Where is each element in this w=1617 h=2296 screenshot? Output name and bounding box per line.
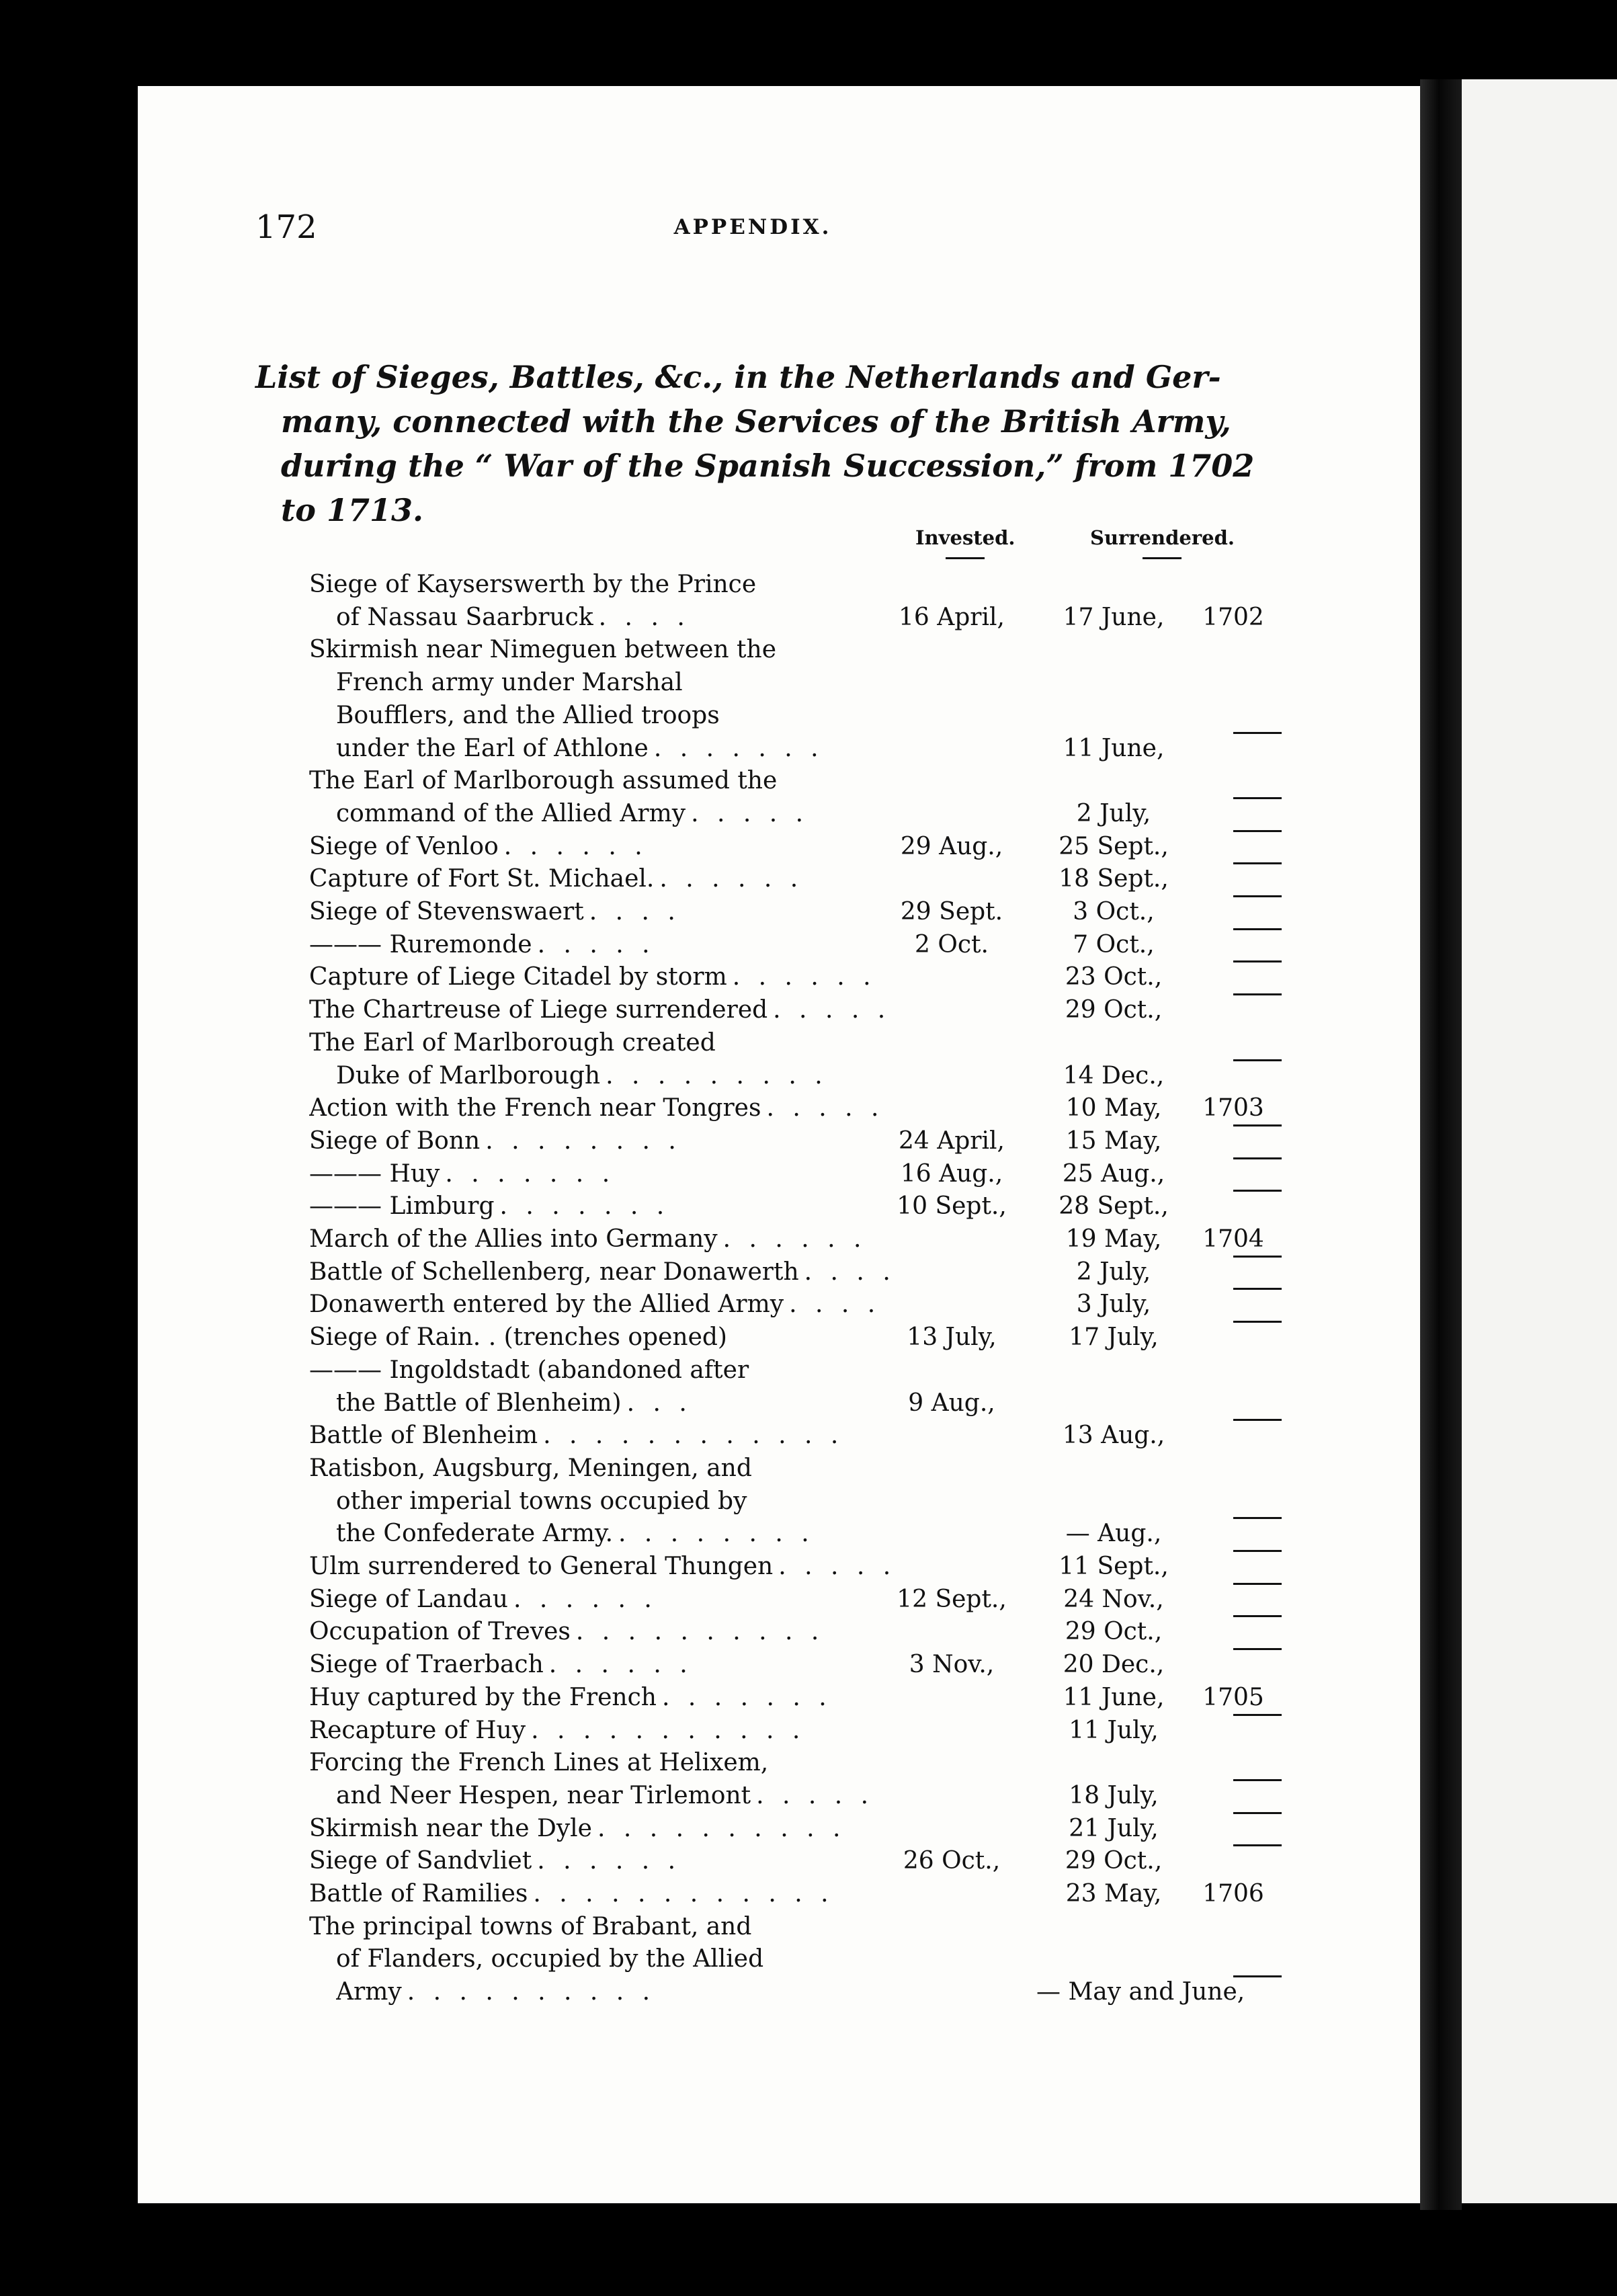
entry-cell [309,1812,901,1845]
entry-text: Ratisbon, Augsburg, Meningen, and [309,1454,752,1482]
adjacent-page-edge [1462,79,1617,2203]
table-row [0,1026,1282,1059]
invested-cell: 10 Sept., [897,1192,1007,1220]
title-line: List of Sieges, Battles, &c., in the Netherlands and Ger- [255,359,1221,395]
entry-cell [309,1092,901,1124]
entry-text: Boufflers, and the Allied troops [336,702,720,729]
table-row [0,1517,1282,1550]
leader-dots: . . . . . . [503,833,648,860]
ditto-dash-text [1193,1124,1217,1157]
entry-text: Capture of Fort St. Michael. [309,865,655,893]
table-row [0,568,1282,601]
leader-dots: . . . . . . [732,963,876,991]
table-row [0,895,1282,928]
entry-cell [309,1877,901,1910]
entry-cell [336,1485,901,1518]
entry-cell [309,1354,901,1387]
ditto-dash [1233,993,1282,995]
leader-dots: . . . . . [691,800,809,827]
ditto-dash-text [1193,1256,1217,1288]
year-cell: 1703 [1202,1094,1264,1122]
entry-text: Siege of Stevenswaert [309,898,584,926]
ditto-dash-text [1193,797,1217,830]
invested-cell: 29 Sept. [900,898,1003,926]
entry-text: other imperial towns occupied by [336,1487,747,1515]
ditto-dash-text [1193,1779,1217,1812]
entry-text: Recapture of Huy [309,1717,526,1744]
ditto-dash [1233,895,1282,897]
entry-text: Donawerth entered by the Allied Army [309,1290,784,1318]
entry-text: Siege of Rain. . (trenches opened) [309,1323,727,1351]
title-line: many, connected with the Services of the British Army, [281,403,1231,440]
ditto-dash-text [1193,1615,1217,1648]
surrendered-cell: 29 Oct., [1065,996,1163,1024]
ditto-dash [1233,830,1282,832]
entry-text: March of the Allies into Germany [309,1225,718,1253]
surrendered-cell: 29 Oct., [1065,1847,1163,1875]
invested-cell: 16 Aug., [900,1160,1003,1188]
ditto-dash-text [1193,732,1217,765]
book-binding-shadow [1420,79,1462,2210]
entry-cell [309,1452,901,1485]
ditto-dash-text [1193,1288,1217,1321]
surrendered-cell: 13 Aug., [1062,1422,1165,1449]
entry-cell [309,1910,901,1943]
ditto-dash [1233,1583,1282,1585]
table-row [0,1485,1282,1518]
table-row [0,1714,1282,1747]
leader-dots: . . . . . [756,1782,874,1809]
table-row [0,1877,1282,1910]
leader-dots: . . . . . . . . . . . [531,1717,806,1744]
year-cell: 1704 [1202,1225,1264,1253]
table-row [0,633,1282,666]
invested-cell: 26 Oct., [903,1847,1001,1875]
entry-cell [309,993,901,1026]
leader-dots: . . . . . [778,1553,897,1580]
table-row [0,1354,1282,1387]
invested-cell: 16 April, [899,604,1005,631]
surrendered-column-header [1090,526,1235,549]
leader-dots: . . . . . [537,931,655,958]
ditto-dash-text [1193,862,1217,895]
ditto-dash-text [1193,1844,1217,1877]
entry-text: The Chartreuse of Liege surrendered [309,996,768,1024]
ditto-dash-text [1193,830,1217,863]
leader-dots: . . . . . . . . [485,1127,681,1155]
entry-text: Skirmish near the Dyle [309,1815,592,1842]
entry-cell [336,1387,901,1420]
table-row [0,928,1282,961]
ditto-dash-text [1193,1321,1217,1354]
ditto-dash-text [1193,1583,1217,1616]
ditto-dash-text [1193,1648,1217,1681]
ditto-dash [1233,1714,1282,1716]
ditto-dash [1233,797,1282,799]
invested-column-header [915,526,1015,549]
surrendered-cell: 3 Oct., [1073,898,1155,926]
leader-dots: . . . [626,1389,692,1417]
leader-dots: . . . . . . . [445,1160,616,1188]
entry-cell [309,568,901,601]
entry-cell [309,1844,901,1877]
ditto-dash-text [1193,1714,1217,1747]
year-cell: 1705 [1202,1684,1264,1711]
invested-cell: 29 Aug., [900,833,1003,860]
table-row [0,666,1282,699]
ditto-dash [1233,1812,1282,1814]
leader-dots: . . . . . . . [653,735,824,762]
surrendered-cell: 11 July, [1069,1717,1159,1744]
leader-dots: . . . . . . . . . [606,1062,828,1090]
invested-rule [946,557,985,559]
entry-text: of Flanders, occupied by the Allied [336,1945,764,1973]
ditto-dash [1233,1288,1282,1290]
leader-dots: . . . . . . [722,1225,867,1253]
table-row [0,1681,1282,1714]
surrendered-cell: 10 May, [1065,1094,1162,1122]
entry-text: The Earl of Marlborough assumed the [309,767,778,794]
entry-text: Siege of Sandvliet [309,1847,532,1875]
surrendered-cell: 11 Sept., [1059,1553,1169,1580]
table-row [0,1910,1282,1943]
entry-cell [309,1648,901,1681]
entry-text: the Battle of Blenheim) [336,1389,622,1417]
ditto-dash [1233,1648,1282,1650]
table-row [0,1550,1282,1583]
entry-text: ——— Limburg [309,1192,495,1220]
entry-cell [309,1288,901,1321]
ditto-dash [1233,1419,1282,1421]
entry-text: Siege of Bonn [309,1127,481,1155]
running-head: APPENDIX. [673,215,832,239]
ditto-dash-text [1193,1190,1217,1223]
surrendered-cell: 29 Oct., [1065,1618,1163,1645]
entry-cell [309,1190,901,1223]
ditto-dash [1233,928,1282,930]
surrendered-rule [1143,557,1181,559]
ditto-dash [1233,1517,1282,1519]
table-row [0,1975,1282,2008]
entry-text: Forcing the French Lines at Helixem, [309,1749,769,1776]
entry-cell [336,797,901,830]
table-row [0,764,1282,797]
ditto-dash [1233,1256,1282,1258]
entry-text: The Earl of Marlborough created [309,1029,716,1057]
invested-cell: 24 April, [899,1127,1005,1155]
invested-cell: 9 Aug., [908,1389,995,1417]
entry-text: Siege of Landau [309,1586,508,1613]
ditto-dash-text [1193,1812,1217,1845]
ditto-dash-text [1193,1059,1217,1092]
entry-text: The principal towns of Brabant, and [309,1913,752,1940]
entry-text: of Nassau Saarbruck [336,604,593,631]
ditto-dash [1233,732,1282,734]
table-row [0,601,1282,634]
entry-cell [309,1124,901,1157]
ditto-dash-text [1193,1157,1217,1190]
table-row [0,993,1282,1026]
leader-dots: . . . . . . . . . . [407,1978,656,2006]
entry-text: command of the Allied Army [336,800,686,827]
entry-text: Capture of Liege Citadel by storm [309,963,727,991]
entry-cell [336,666,901,699]
page-number: 172 [255,208,317,246]
surrendered-cell: 21 July, [1069,1815,1159,1842]
table-row [0,830,1282,863]
table-row [0,1288,1282,1321]
entry-cell [309,830,901,863]
invested-cell: 3 Nov., [909,1651,995,1678]
ditto-dash [1233,1615,1282,1617]
entry-cell [309,1157,901,1190]
entry-text: ——— Huy [309,1160,440,1188]
entry-text: Battle of Ramilies [309,1880,528,1908]
leader-dots: . . . . . . . . [618,1520,815,1547]
ditto-dash [1233,1844,1282,1846]
leader-dots: . . . . . [773,996,891,1024]
entry-cell [336,601,901,634]
ditto-dash [1233,1059,1282,1061]
table-row [0,1092,1282,1124]
table-row [0,862,1282,895]
entry-cell [309,1615,901,1648]
surrendered-cell: 11 June, [1063,735,1165,762]
table-row [0,960,1282,993]
ditto-dash-text [1193,1419,1217,1452]
entry-cell [309,1714,901,1747]
ditto-dash [1233,1550,1282,1552]
table-row [0,1419,1282,1452]
leader-dots: . . . . . [766,1094,884,1122]
surrendered-cell: 3 July, [1076,1290,1151,1318]
title-line: during the “ War of the Spanish Succession,” from 1702 [281,448,1255,484]
ditto-dash-text [1193,960,1217,993]
table-row [0,1387,1282,1420]
surrendered-cell: 7 Oct., [1073,931,1155,958]
entry-text: Ulm surrendered to General Thungen [309,1553,774,1580]
surrendered-cell: 23 Oct., [1065,963,1163,991]
entry-text: the Confederate Army. [336,1520,614,1547]
table-row [0,1812,1282,1845]
table-row [0,1124,1282,1157]
surrendered-cell: 20 Dec., [1063,1651,1165,1678]
leader-dots: . . . . [598,604,690,631]
entry-text: Siege of Venloo [309,833,499,860]
leader-dots: . . . . [789,1290,881,1318]
entry-cell [309,1583,901,1616]
year-cell: 1706 [1202,1880,1264,1908]
surrendered-cell: 15 May, [1065,1127,1162,1155]
leader-dots: . . . . . . [513,1586,657,1613]
ditto-dash-text [1193,928,1217,961]
ditto-dash-text [1193,1517,1217,1550]
entry-cell [309,1026,901,1059]
table-row [0,1615,1282,1648]
entry-cell [309,960,901,993]
table-row [0,732,1282,765]
surrendered-cell: 25 Aug., [1062,1160,1165,1188]
surrendered-cell: 28 Sept., [1059,1192,1169,1220]
table-row [0,1779,1282,1812]
entry-cell [309,1419,901,1452]
table-row [0,1942,1282,1975]
surrendered-cell: 25 Sept., [1059,833,1169,860]
table-row [0,1452,1282,1485]
entry-cell [336,1059,901,1092]
ditto-dash [1233,960,1282,962]
leader-dots: . . . . . . . [661,1684,832,1711]
surrendered-cell: 23 May, [1065,1880,1162,1908]
leader-dots: . . . . . . [548,1651,693,1678]
leader-dots: . . . . . . . . . . . . [543,1422,844,1449]
year-cell: 1702 [1202,604,1264,631]
entry-cell [336,1517,901,1550]
surrendered-cell: 18 Sept., [1059,865,1169,893]
surrendered-cell: — May and June, [1036,1978,1245,2006]
leader-dots: . . . . [589,898,681,926]
entry-cell [309,862,901,895]
entry-cell [309,1681,901,1714]
entry-cell [336,699,901,732]
table-row [0,1223,1282,1256]
surrendered-cell: 2 July, [1076,1258,1151,1286]
ditto-dash [1233,1779,1282,1781]
table-row [0,1844,1282,1877]
entry-cell [309,764,901,797]
ditto-dash [1233,862,1282,864]
invested-cell: 12 Sept., [897,1586,1007,1613]
entry-text: Army [336,1978,402,2006]
entry-text: Duke of Marlborough [336,1062,601,1090]
table-row [0,699,1282,732]
table-row [0,1746,1282,1779]
entry-text: under the Earl of Athlone [336,735,649,762]
ditto-dash [1233,1975,1282,1977]
surrendered-cell: 2 July, [1076,800,1151,827]
surrendered-cell: 17 July, [1069,1323,1159,1351]
entry-cell [309,928,901,961]
entry-cell [336,1942,901,1975]
entry-text: Huy captured by the French [309,1684,657,1711]
entry-text: Occupation of Treves [309,1618,571,1645]
entry-cell [309,633,901,666]
entry-cell [309,895,901,928]
entry-cell [336,1975,901,2008]
leader-dots: . . . . [804,1258,896,1286]
leader-dots: . . . . . . . . . . [575,1618,825,1645]
entry-text: Siege of Traerbach [309,1651,544,1678]
entry-text: ——— Ingoldstadt (abandoned after [309,1356,749,1384]
table-row [0,1583,1282,1616]
entry-text: Siege of Kayserswerth by the Prince [309,571,757,598]
ditto-dash [1233,1321,1282,1323]
table-row [0,1321,1282,1354]
ditto-dash [1233,1157,1282,1159]
table-row [0,1648,1282,1681]
table-row [0,1059,1282,1092]
leader-dots: . . . . . . . . . . . . [533,1880,834,1908]
table-row [0,797,1282,830]
entry-text: Action with the French near Tongres [309,1094,761,1122]
entry-text: Battle of Schellenberg, near Donawerth [309,1258,799,1286]
invested-label: Invested. [915,526,1015,549]
ditto-dash-text [1193,993,1217,1026]
entry-text: ——— Ruremonde [309,931,532,958]
surrendered-label: Surrendered. [1090,526,1235,549]
surrendered-cell: — Aug., [1065,1520,1162,1547]
ditto-dash-text [1193,1975,1217,2008]
entry-cell [309,1321,901,1354]
leader-dots: . . . . . . [537,1847,681,1875]
surrendered-cell: 24 Nov., [1063,1586,1164,1613]
entry-cell [309,1223,901,1256]
invested-cell: 2 Oct. [915,931,989,958]
leader-dots: . . . . . . . [499,1192,670,1220]
surrendered-cell: 19 May, [1065,1225,1162,1253]
table-row [0,1157,1282,1190]
entry-cell [309,1550,901,1583]
title-line: to 1713. [281,492,423,528]
table-row [0,1256,1282,1288]
ditto-dash [1233,1190,1282,1192]
ditto-dash-text [1193,1550,1217,1583]
table-row [0,1190,1282,1223]
entry-text: Battle of Blenheim [309,1422,538,1449]
surrendered-cell: 14 Dec., [1063,1062,1165,1090]
leader-dots: . . . . . . . . . . [597,1815,846,1842]
entry-text: French army under Marshal [336,669,683,696]
surrendered-cell: 18 July, [1069,1782,1159,1809]
invested-cell: 13 July, [907,1323,997,1351]
entry-cell [309,1256,901,1288]
entry-text: Skirmish near Nimeguen between the [309,636,777,663]
ditto-dash-text [1193,895,1217,928]
surrendered-cell: 11 June, [1063,1684,1165,1711]
surrendered-cell: 17 June, [1063,604,1165,631]
entry-cell [336,1779,901,1812]
entry-text: and Neer Hespen, near Tirlemont [336,1782,751,1809]
leader-dots: . . . . . . [659,865,804,893]
entry-cell [309,1746,901,1779]
entry-cell [336,732,901,765]
ditto-dash [1233,1124,1282,1126]
